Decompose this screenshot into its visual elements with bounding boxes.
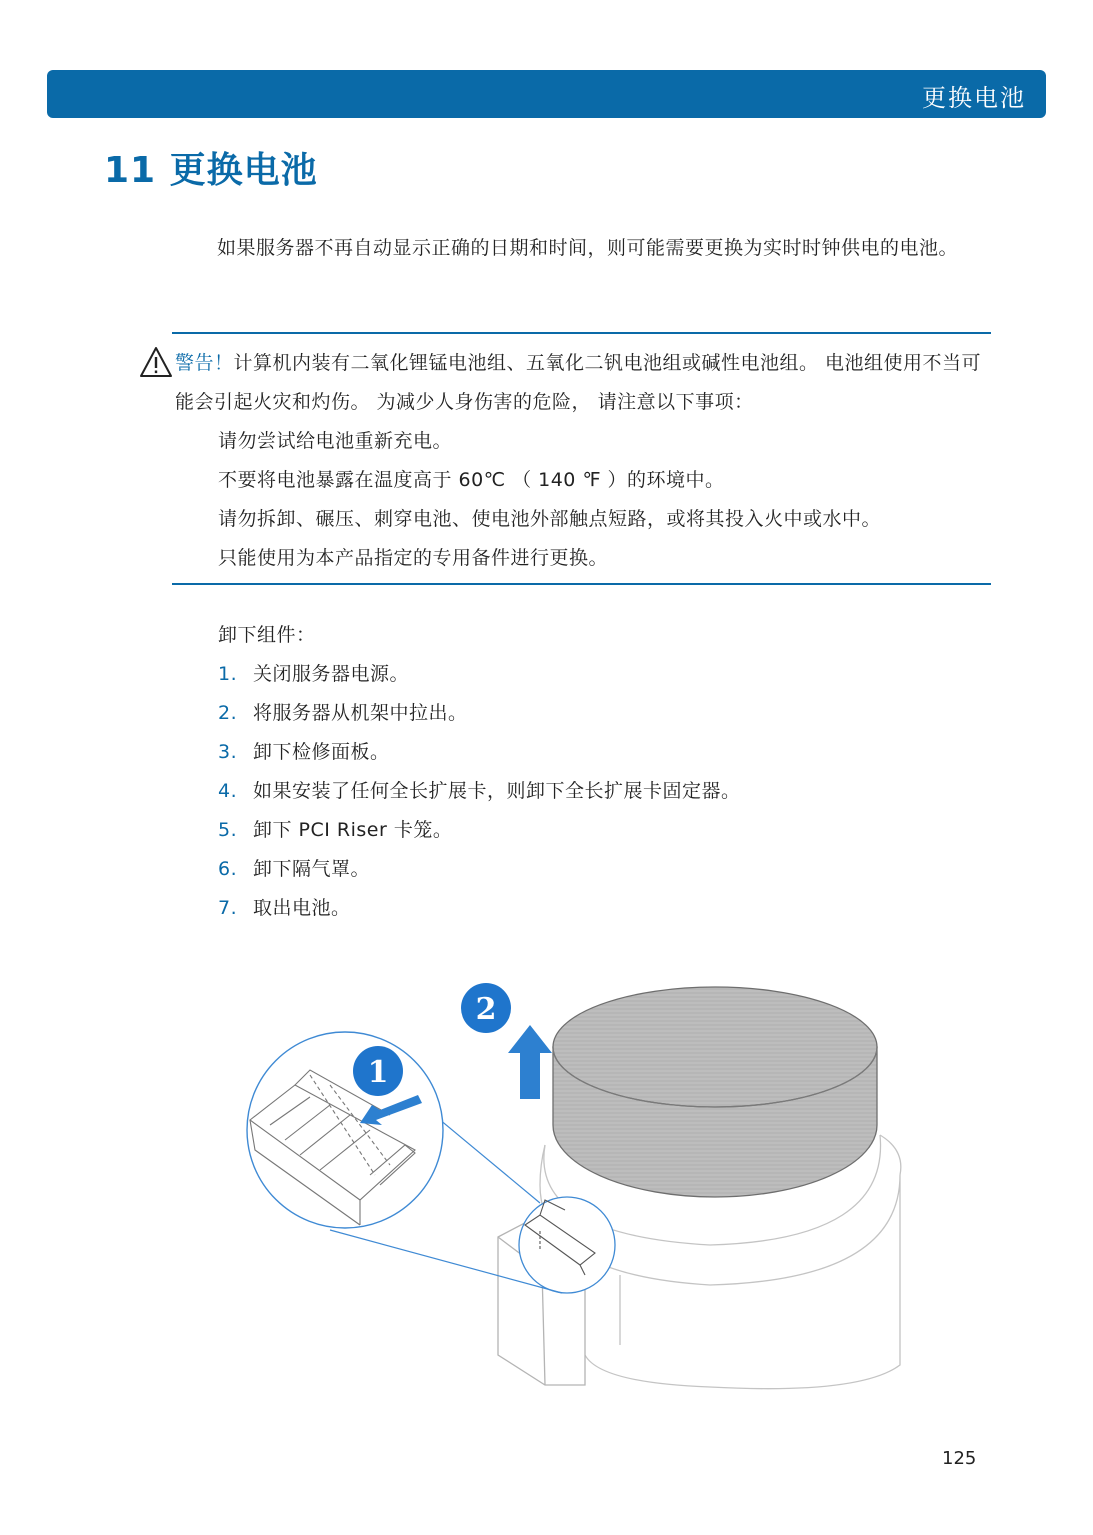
step-text: 卸下隔气罩。: [253, 858, 371, 880]
lift-battery-arrow: [508, 1025, 552, 1099]
warning-item: 请勿拆卸、碾压、刺穿电池、使电池外部触点短路，或将其投入火中或水中。: [218, 508, 882, 530]
step-number: 5.: [218, 819, 238, 841]
step-number: 3.: [218, 741, 238, 763]
list-item: [218, 772, 741, 811]
step-number: 1.: [218, 663, 238, 685]
header-title: 更换电池: [922, 84, 1026, 112]
page-number: 125: [942, 1448, 977, 1469]
warning-item: 请勿尝试给电池重新充电。: [218, 430, 453, 452]
connector-detail-circle: [519, 1197, 615, 1293]
step-text: 关闭服务器电源。: [253, 663, 410, 685]
step-number: 4.: [218, 780, 238, 802]
list-item: [218, 694, 741, 733]
list-item: [218, 889, 741, 928]
step-text: 如果安装了任何全长扩展卡，则卸下全长扩展卡固定器。: [253, 780, 741, 802]
step-text: 取出电池。: [253, 897, 351, 919]
step-number: 7.: [218, 897, 238, 919]
magnified-detail-circle: [247, 1032, 443, 1228]
warning-item: 不要将电池暴露在温度高于 60℃ （ 140 ℉ ）的环境中。: [218, 469, 725, 491]
coin-battery: [553, 987, 877, 1197]
warning-label: 警告！: [175, 352, 234, 374]
battery-removal-illustration: [240, 975, 920, 1395]
callout-2-label: 2: [475, 992, 497, 1027]
step-number: 2.: [218, 702, 238, 724]
callout-1-label: 1: [367, 1055, 389, 1090]
step-text: 卸下检修面板。: [253, 741, 390, 763]
step-text: 将服务器从机架中拉出。: [253, 702, 468, 724]
steps-list: [218, 655, 741, 928]
warning-triangle-icon: [139, 346, 173, 378]
steps-intro: 卸下组件：: [218, 624, 316, 646]
warning-bottom-rule: [172, 583, 991, 585]
intro-paragraph: 如果服务器不再自动显示正确的日期和时间，则可能需要更换为实时时钟供电的电池。: [217, 237, 959, 259]
list-item: [218, 811, 741, 850]
chapter-title: 11 更换电池: [104, 150, 318, 191]
warning-item: 只能使用为本产品指定的专用备件进行更换。: [218, 547, 609, 569]
warning-top-rule: [172, 332, 991, 334]
list-item: [218, 655, 741, 694]
list-item: [218, 850, 741, 889]
warning-text: [175, 344, 993, 422]
header-bar: [47, 70, 1046, 118]
list-item: [218, 733, 741, 772]
warning-body: 计算机内装有二氧化锂锰电池组、五氧化二钒电池组或碱性电池组。 电池组使用不当可能会引起火灾和灼伤。 为减少人身伤害的危险， 请注意以下事项：: [175, 352, 982, 413]
warning-items: [218, 422, 881, 578]
step-number: 6.: [218, 858, 238, 880]
step-text: 卸下 PCI Riser 卡笼。: [253, 819, 453, 841]
